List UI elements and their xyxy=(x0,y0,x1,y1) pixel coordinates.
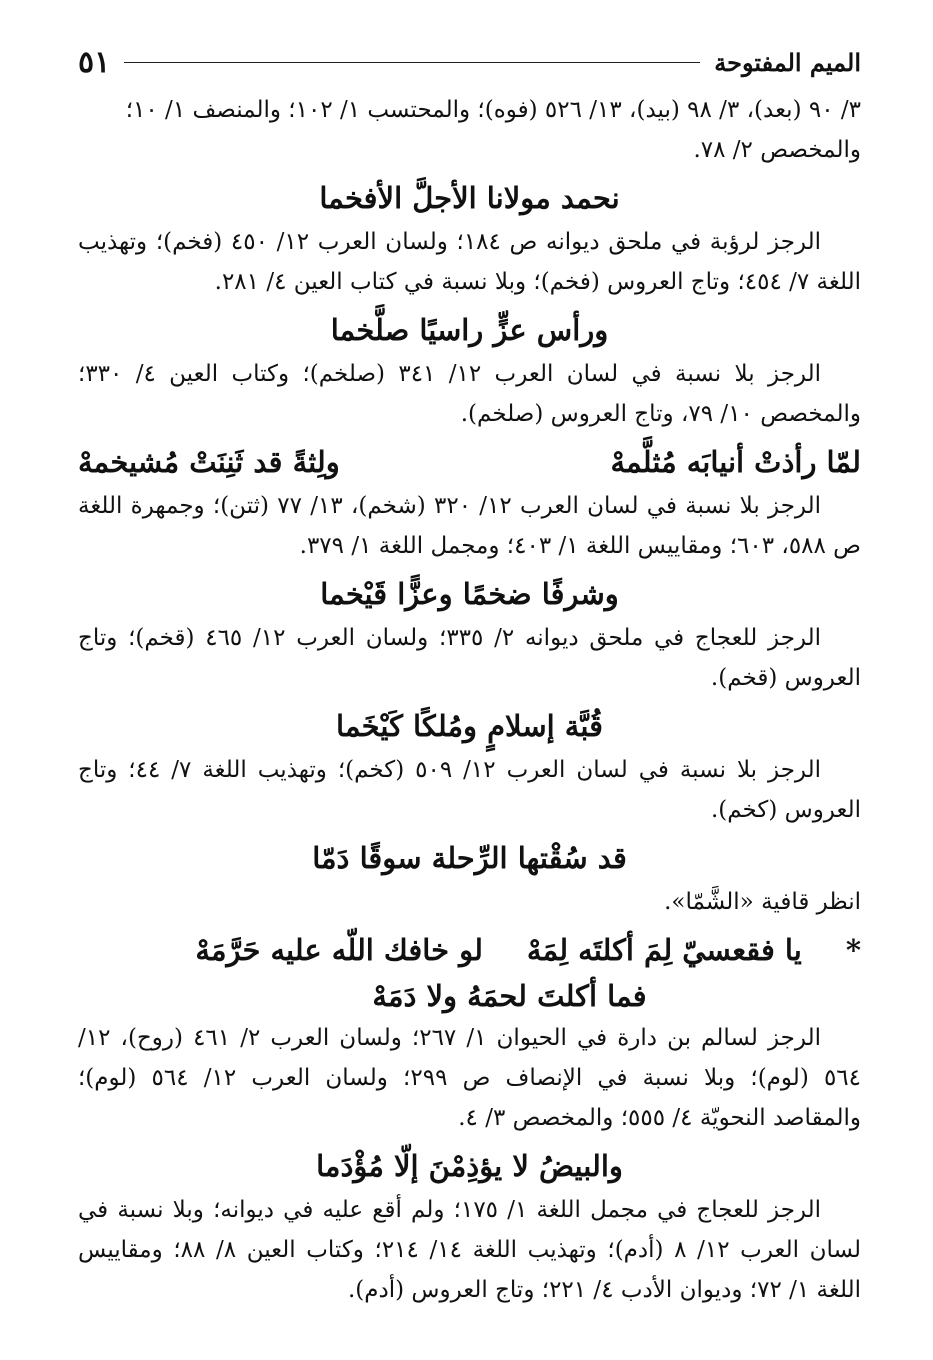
verse-continuation: فما أكلتَ لحمَهُ ولا دَمَهْ xyxy=(372,979,647,1013)
reference-text: الرجز بلا نسبة في لسان العرب ١٢/ ٣٢٠ (شخم)، ١٣/ ٧٧ (ثتن)؛ وجمهرة اللغة ص ٥٨٨، ٦٠٣؛ ومقاييس اللغة ١/ ٤٠٣؛ ومجمل اللغة ١/ ٣٧٩. xyxy=(78,493,861,559)
reference-text: والمخصص ٢/ ٧٨. xyxy=(693,137,861,163)
verse: قُبَّة إسلامٍ ومُلكًا كَيْخَما xyxy=(336,709,603,743)
verse: وشرفًا ضخمًا وعزًّا قَيْخما xyxy=(320,577,619,611)
verse-star-marker: * xyxy=(845,933,861,967)
reference-text: الرجز بلا نسبة في لسان العرب ١٢/ ٣٤١ (صلخم)؛ وكتاب العين ٤/ ٣٣٠؛ والمخصص ١٠/ ٧٩، وتاج العروس (صلخم). xyxy=(78,361,861,427)
running-title: الميم المفتوحة xyxy=(714,47,861,77)
verse-first-hemistich: يا فقعسيّ لِمَ أكلتَه لِمَهْ xyxy=(526,933,802,967)
cross-reference: انظر قافية «الشَّمّا». xyxy=(664,889,861,915)
reference-text: الرجز لرؤبة في ملحق ديوانه ص ١٨٤؛ ولسان العرب ١٢/ ٤٥٠ (فخم)؛ وتهذيب اللغة ٧/ ٤٥٤؛ وتاج العروس (فخم)؛ وبلا نسبة في كتاب العين ٤/ ٢٨١. xyxy=(78,229,861,295)
reference-text: الرجز للعجاج في مجمل اللغة ١/ ١٧٥؛ ولم أقع عليه في ديوانه؛ وبلا نسبة في لسان العرب ١٢/ ٨ (أدم)؛ وتهذيب اللغة ١٤/ ٢١٤؛ وكتاب العين ٨/ ٨٨؛ ومقاييس اللغة ١/ ٧٢؛ وديوان الأدب ٤/ ٢٢١؛ وتاج العروس (أدم). xyxy=(78,1197,862,1303)
reference-text: ٣/ ٩٠ (بعد)، ٣/ ٩٨ (بيد)، ١٣/ ٥٢٦ (فوه)؛ والمحتسب ١/ ١٠٢؛ والمنصف ١/ ١٠؛ xyxy=(125,97,861,123)
reference-text: الرجز لسالم بن دارة في الحيوان ١/ ٢٦٧؛ ولسان العرب ٢/ ٤٦١ (روح)، ١٢/ ٥٦٤ (لوم)؛ وبلا نسبة في الإنصاف ص ٢٩٩؛ ولسان العرب ١٢/ ٥٦٤ (لوم)؛ والمقاصد النحويّة ٤/ ٥٥٥؛ والمخصص ٣/ ٤. xyxy=(78,1025,861,1131)
verse-second-hemistich: لو خافك اللّه عليه حَرَّمَهْ xyxy=(195,933,483,967)
verse: قد سُقْتها الرِّحلة سوقًا دَمّا xyxy=(312,841,627,875)
verse-couplet-starred xyxy=(78,926,861,974)
reference-text: الرجز للعجاج في ملحق ديوانه ٢/ ٣٣٥؛ ولسان العرب ١٢/ ٤٦٥ (قخم)؛ وتاج العروس (قخم). xyxy=(78,625,861,691)
verse: نحمد مولانا الأجلَّ الأفخما xyxy=(319,181,620,215)
verse: ورأس عزٍّ راسيًا صلَّخما xyxy=(330,313,609,347)
verse-first-hemistich: لمّا رأذتْ أنيابَه مُثلَّمهْ xyxy=(610,445,861,479)
header-rule xyxy=(124,62,700,63)
verse-second-hemistich: ولِثةً قد ثَنِنَتْ مُشيخمهْ xyxy=(78,445,340,479)
verse: والبيضُ لا يؤذِمْنَ إلّا مُؤْدَما xyxy=(316,1149,623,1183)
page-number: ٥١ xyxy=(78,44,111,80)
verse-couplet xyxy=(78,438,861,486)
reference-text: الرجز بلا نسبة في لسان العرب ١٢/ ٥٠٩ (كخم)؛ وتهذيب اللغة ٧/ ٤٤؛ وتاج العروس (كخم). xyxy=(78,757,861,823)
page-header xyxy=(78,40,861,84)
